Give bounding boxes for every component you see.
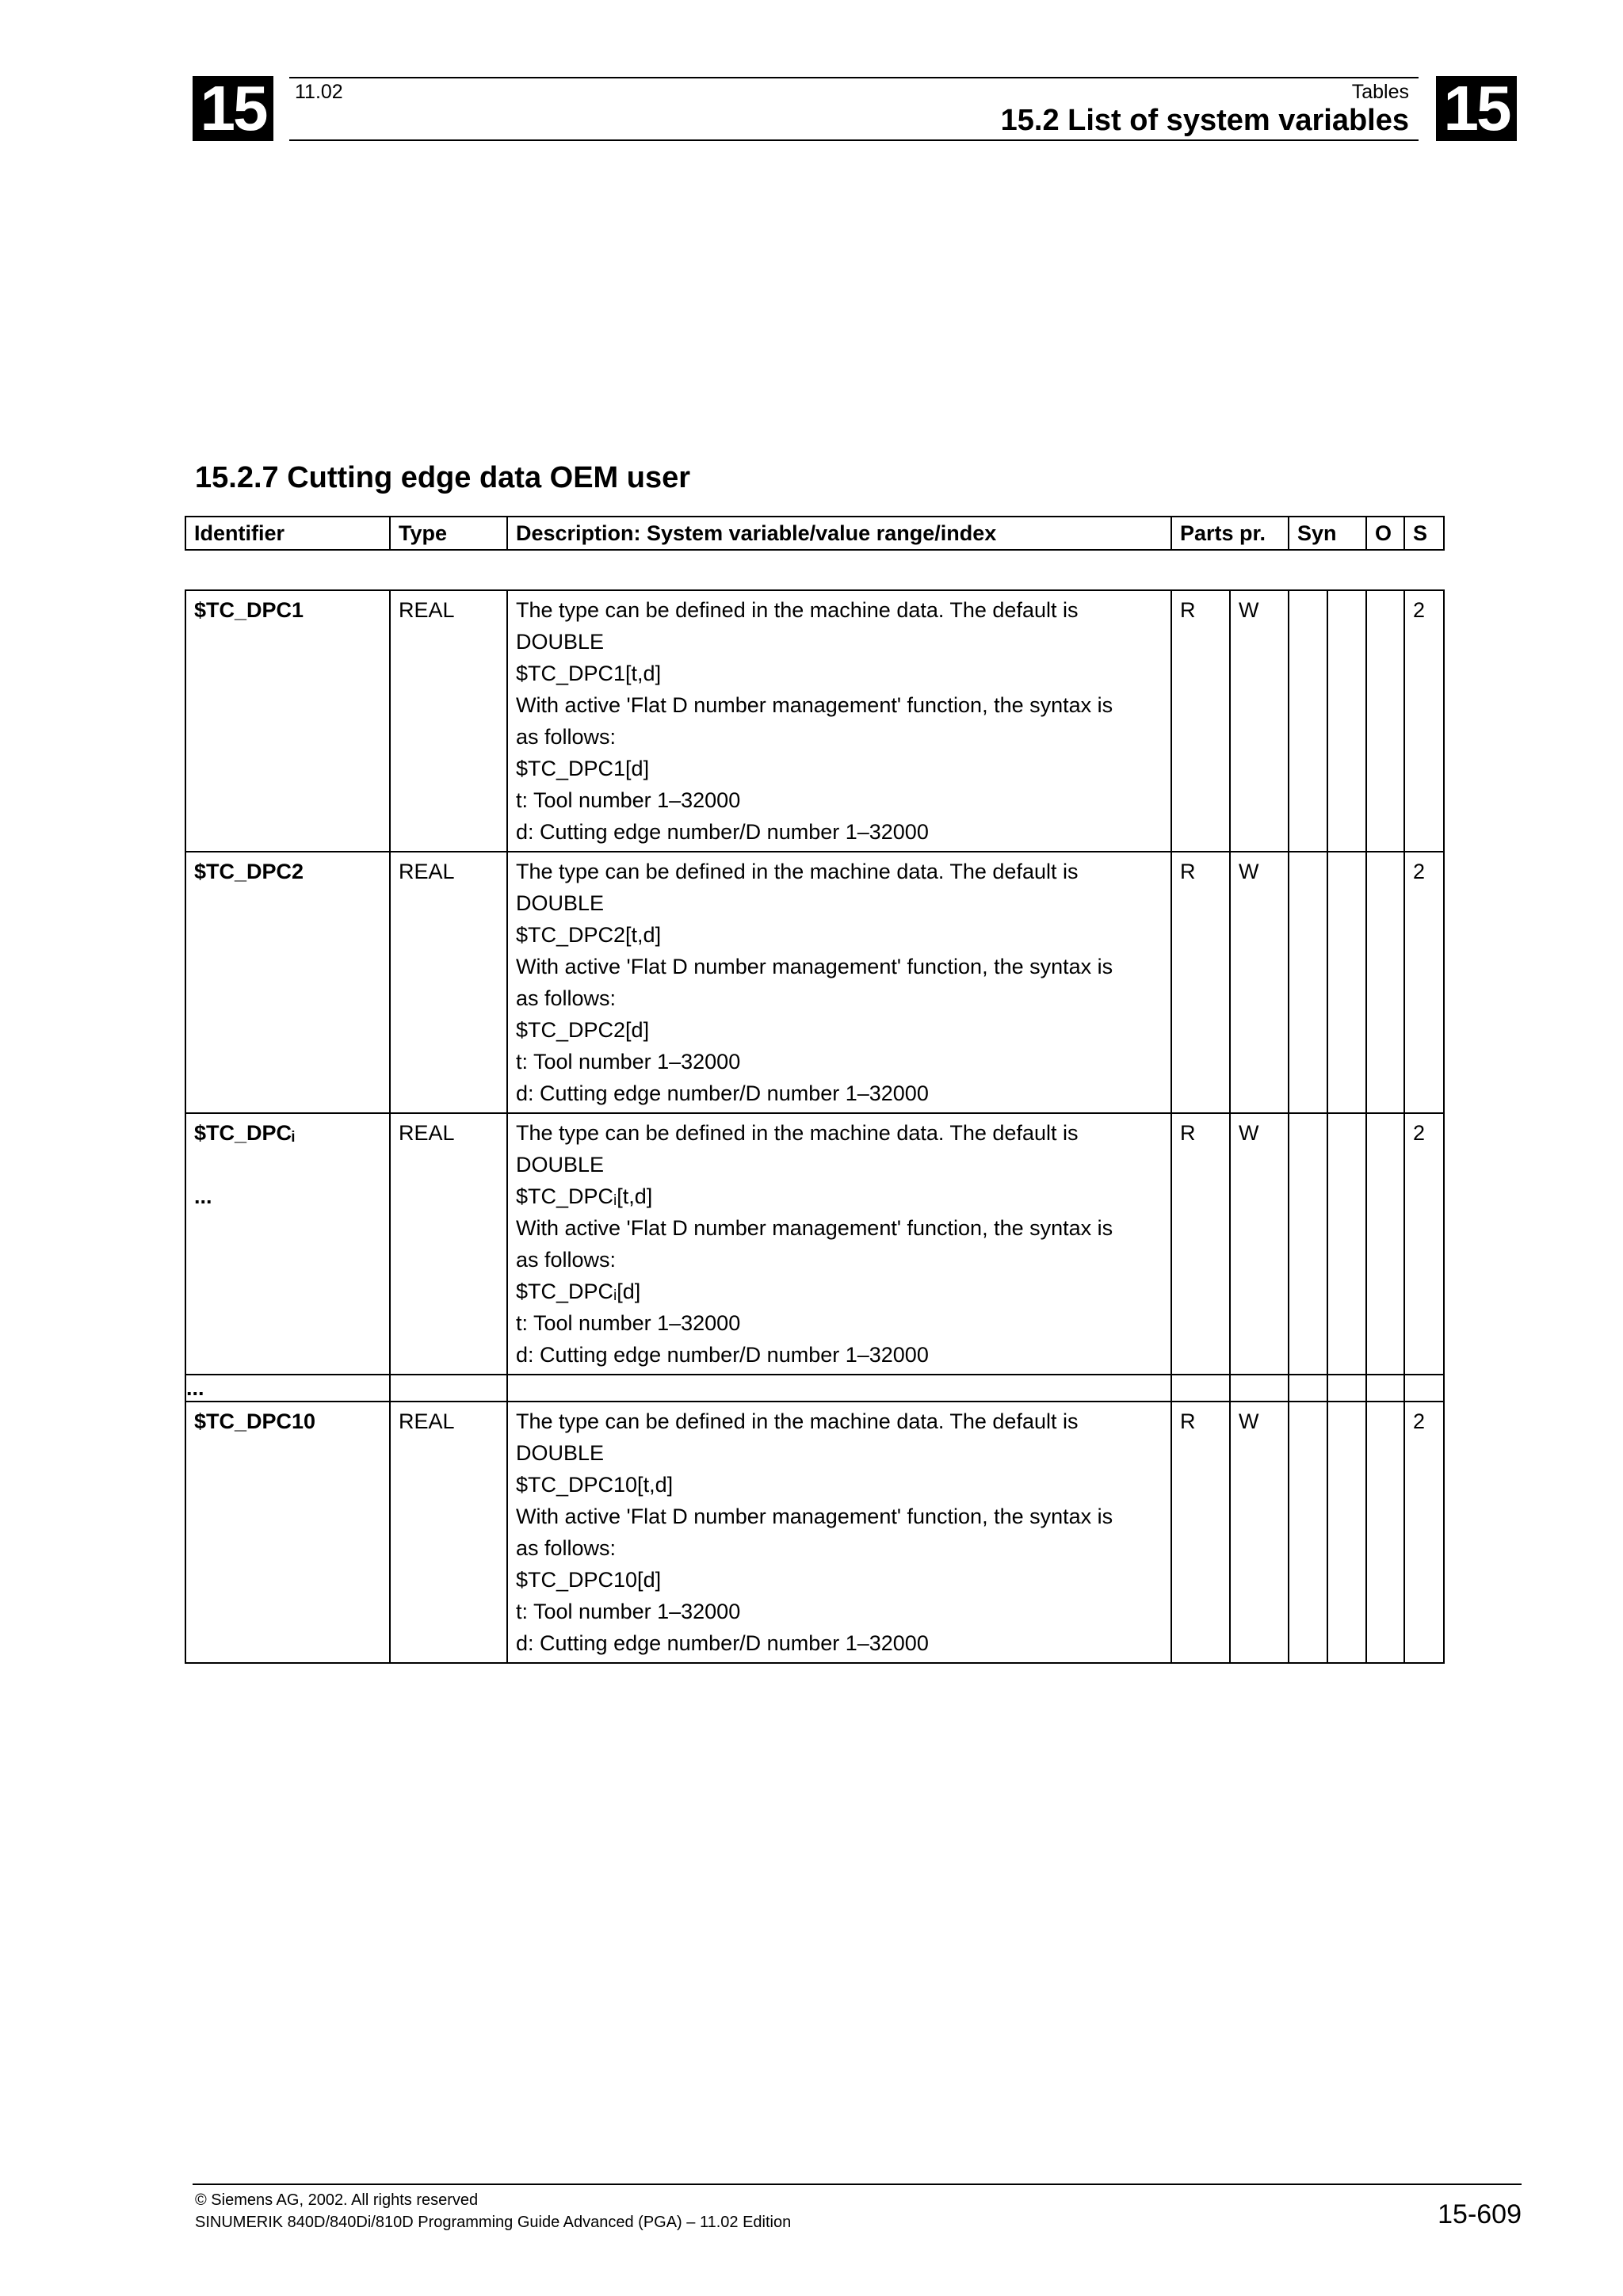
description-line: With active 'Flat D number management' function, the syntax is	[516, 955, 1113, 978]
cell-identifier	[185, 852, 390, 1113]
identifier-text: ...	[186, 1376, 204, 1400]
description-line: DOUBLE	[516, 891, 605, 915]
description-line: d: Cutting edge number/D number 1–32000	[516, 1081, 929, 1105]
section-heading: 15.2.7 Cutting edge data OEM user	[195, 461, 691, 494]
cell-parts-read: R	[1171, 1402, 1230, 1663]
description-line: as follows:	[516, 986, 617, 1010]
description-line: With active 'Flat D number management' function, the syntax is	[516, 1216, 1113, 1240]
cell-parts-write	[1230, 1375, 1289, 1402]
col-header-o: O	[1366, 517, 1404, 550]
description-line: $TC_DPC2[t,d]	[516, 923, 662, 947]
cell-parts-read: R	[1171, 852, 1230, 1113]
description-line: DOUBLE	[516, 1153, 605, 1177]
cell-syn-2	[1327, 1113, 1366, 1375]
cell-s: 2	[1404, 852, 1444, 1113]
table-row	[185, 852, 1444, 1113]
header-chapter-title: Tables	[1351, 81, 1409, 103]
cell-identifier	[185, 590, 390, 852]
cell-parts-write: W	[1230, 590, 1289, 852]
description-line: With active 'Flat D number management' function, the syntax is	[516, 693, 1113, 717]
cell-type	[390, 1375, 507, 1402]
description-line: The type can be defined in the machine data. The default is	[516, 598, 1079, 622]
cell-s: 2	[1404, 1113, 1444, 1375]
col-header-parts: Parts pr.	[1171, 517, 1289, 550]
description-line: t: Tool number 1–32000	[516, 1050, 741, 1074]
identifier-text: $TC_DPC10	[194, 1409, 316, 1433]
description-line: $TC_DPC2[d]	[516, 1018, 650, 1042]
description-line: as follows:	[516, 725, 617, 749]
cell-s: 2	[1404, 1402, 1444, 1663]
header-edition: 11.02	[295, 81, 343, 103]
cell-syn-1	[1289, 1113, 1327, 1375]
cell-syn-1	[1289, 1375, 1327, 1402]
col-header-type: Type	[390, 517, 507, 550]
cell-syn-2	[1327, 852, 1366, 1113]
column-header-table	[185, 516, 1445, 551]
description-line: $TC_DPC1[d]	[516, 757, 650, 780]
description-line: $TC_DPCᵢ[d]	[516, 1280, 641, 1303]
cell-o	[1366, 590, 1404, 852]
cell-identifier	[185, 1113, 390, 1375]
chapter-number-box-left: 15	[193, 76, 273, 141]
cell-parts-write: W	[1230, 1402, 1289, 1663]
cell-syn-1	[1289, 1402, 1327, 1663]
identifier-text: $TC_DPC1	[194, 598, 304, 622]
cell-syn-2	[1327, 1402, 1366, 1663]
cell-o	[1366, 1113, 1404, 1375]
cell-type: REAL	[390, 590, 507, 852]
cell-identifier	[185, 1375, 390, 1402]
description-line: $TC_DPCᵢ[t,d]	[516, 1184, 653, 1208]
header-bottom-rule	[289, 139, 1419, 141]
cell-o	[1366, 1402, 1404, 1663]
col-header-identifier: Identifier	[185, 517, 390, 550]
description-line: The type can be defined in the machine data. The default is	[516, 1409, 1079, 1433]
cell-syn-2	[1327, 590, 1366, 852]
description-line: The type can be defined in the machine data. The default is	[516, 860, 1079, 883]
identifier-text: $TC_DPC2	[194, 860, 304, 883]
description-line: $TC_DPC1[t,d]	[516, 662, 662, 685]
cell-parts-read: R	[1171, 1113, 1230, 1375]
cell-type: REAL	[390, 1402, 507, 1663]
description-line: With active 'Flat D number management' function, the syntax is	[516, 1505, 1113, 1528]
footer-rule	[193, 2183, 1522, 2185]
table-row	[185, 1402, 1444, 1663]
table-row	[185, 1375, 1444, 1402]
col-header-description: Description: System variable/value range/index	[507, 517, 1171, 550]
footer-copyright: © Siemens AG, 2002. All rights reserved	[195, 2191, 479, 2209]
cell-description	[507, 1375, 1171, 1402]
description-line: d: Cutting edge number/D number 1–32000	[516, 1631, 929, 1655]
chapter-number-box-right: 15	[1436, 76, 1517, 141]
col-header-s: S	[1404, 517, 1444, 550]
description-line: t: Tool number 1–32000	[516, 1311, 741, 1335]
description-line: as follows:	[516, 1248, 617, 1272]
cell-parts-read	[1171, 1375, 1230, 1402]
description-line: DOUBLE	[516, 630, 605, 654]
footer-page-number: 15-609	[1438, 2199, 1522, 2229]
description-line: d: Cutting edge number/D number 1–32000	[516, 1343, 929, 1367]
col-header-syn: Syn	[1289, 517, 1366, 550]
cell-o	[1366, 1375, 1404, 1402]
table-row	[185, 590, 1444, 852]
cell-s: 2	[1404, 590, 1444, 852]
cell-parts-read: R	[1171, 590, 1230, 852]
cell-o	[1366, 852, 1404, 1113]
cell-s	[1404, 1375, 1444, 1402]
identifier-continuation: ...	[194, 1184, 212, 1208]
cell-syn-1	[1289, 852, 1327, 1113]
cell-description	[507, 852, 1171, 1113]
description-line: The type can be defined in the machine data. The default is	[516, 1121, 1079, 1145]
table-row	[185, 1113, 1444, 1375]
cell-parts-write: W	[1230, 852, 1289, 1113]
description-line: t: Tool number 1–32000	[516, 1600, 741, 1623]
description-line: $TC_DPC10[t,d]	[516, 1473, 674, 1497]
cell-type: REAL	[390, 852, 507, 1113]
column-header-row	[185, 517, 1444, 550]
description-line: $TC_DPC10[d]	[516, 1568, 662, 1592]
cell-description	[507, 590, 1171, 852]
cell-description	[507, 1402, 1171, 1663]
footer-document-title: SINUMERIK 840D/840Di/810D Programming Guide Advanced (PGA) – 11.02 Edition	[195, 2214, 792, 2231]
header-section-title: 15.2 List of system variables	[1000, 104, 1409, 137]
description-line: as follows:	[516, 1536, 617, 1560]
description-line: DOUBLE	[516, 1441, 605, 1465]
cell-parts-write: W	[1230, 1113, 1289, 1375]
variables-table	[185, 589, 1445, 1664]
cell-identifier	[185, 1402, 390, 1663]
description-line: d: Cutting edge number/D number 1–32000	[516, 820, 929, 844]
description-line: t: Tool number 1–32000	[516, 788, 741, 812]
cell-description	[507, 1113, 1171, 1375]
identifier-text: $TC_DPCᵢ	[194, 1121, 295, 1145]
cell-type: REAL	[390, 1113, 507, 1375]
header-top-rule	[289, 77, 1419, 78]
cell-syn-2	[1327, 1375, 1366, 1402]
cell-syn-1	[1289, 590, 1327, 852]
